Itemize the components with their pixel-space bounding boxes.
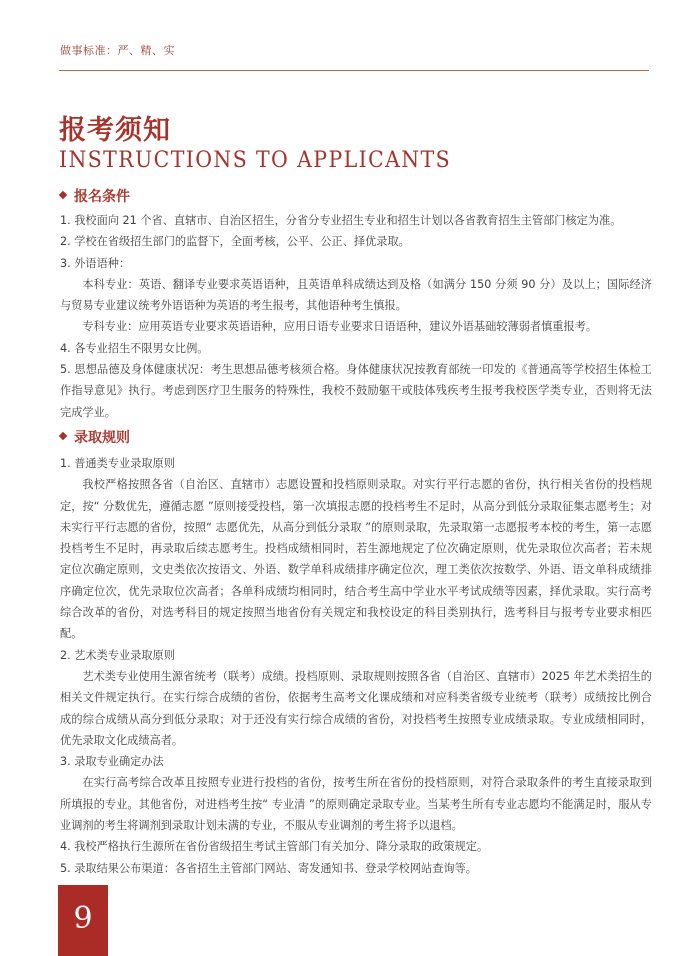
page-number-badge: 9 — [58, 885, 108, 956]
paragraph: 4. 各专业招生不限男女比例。 — [60, 341, 209, 355]
paragraph: 4. 我校严格执行生源所在省份省级招生考试主管部门有关加分、降分录取的政策规定。 — [60, 840, 489, 854]
section-heading-text: 录取规则 — [74, 430, 130, 446]
diamond-bullet-icon — [59, 191, 67, 199]
diamond-bullet-icon — [59, 432, 67, 440]
section-body-admission-rules — [60, 453, 652, 879]
header-motto: 做事标准：严、精、实 — [60, 44, 175, 57]
paragraph: 2. 学校在省级招生部门的监督下，全面考核，公平、公正、择优录取。 — [60, 235, 410, 249]
paragraph: 1. 我校面向 21 个省、直辖市、自治区招生，分省分专业招生专业和招生计划以各省教育招生主管部门核定为准。 — [60, 214, 622, 227]
paragraph: 艺术类专业使用生源省统考（联考）成绩。投档原则、录取规则按照各省（自治区、直辖市）2025 年艺术类招生的相关文件规定执行。在实行综合成绩的省份，依据考生高考文化课成绩和对应科类省级专业统考（联考）成绩按比例合成的综合成绩从高分到低分录取；对于还没有实行综合成绩的省份，对投档考生按照专业成绩录取。专业成绩相同时，优先录取文化成绩高者。 — [60, 669, 652, 747]
page-subtitle-english: INSTRUCTIONS TO APPLICANTS — [59, 148, 452, 173]
section-heading-admission-rules — [60, 427, 130, 447]
paragraph: 本科专业：英语、翻译专业要求英语语种，且英语单科成绩达到及格（如满分 150 分须 90 分）及以上；国际经济与贸易专业建议统考外语语种为英语的考生报考，其他语种考生慎报。 — [60, 277, 652, 313]
section-body-registration — [60, 210, 652, 423]
paragraph: 2. 艺术类专业录取原则 — [60, 648, 175, 662]
paragraph: 专科专业：应用英语专业要求英语语种，应用日语专业要求日语语种，建议外语基础较薄弱者慎重报考。 — [82, 320, 598, 334]
paragraph: 1. 普通类专业录取原则 — [60, 457, 175, 470]
paragraph: 5. 录取结果公布渠道：各省招生主管部门网站、寄发通知书、登录学校网站查询等。 — [60, 861, 477, 875]
header-divider — [59, 70, 649, 71]
paragraph: 在实行高考综合改革且按照专业进行投档的省份，按考生所在省份的投档原则，对符合录取条件的考生直接录取到所填报的专业。其他省份，对进档考生按“ 专业清 ”的原则确定录取专业。当某考生所有专业志愿均不能满足时，服从专业调剂的考生将调剂到录取计划未满的专业，不服从专业调剂的考生将予以退档。 — [60, 776, 652, 833]
paragraph: 3. 录取专业确定办法 — [60, 755, 164, 769]
paragraph: 我校严格按照各省（自治区、直辖市）志愿设置和投档原则录取。对实行平行志愿的省份，执行相关省份的投档规定，按“ 分数优先，遵循志愿 ”原则接受投档，第一次填报志愿的投档考生不足时，从高分到低分录取征集志愿考生；对未实行平行志愿的省份，按照“ 志愿优先，从高分到低分录取 ”的原则录取，先录取第一志愿报考本校的考生，第一志愿投档考生不足时，再录取后续志愿考生。投档成绩相同时，若生源地规定了位次确定原则，优先录取位次高者；若未规定位次确定原则，文史类依次按语文、外语、数学单科成绩排序确定位次，理工类依次按数学、外语、语文单科成绩排序确定位次，优先录取位次高者；各单科成绩均相同时，结合考生高中学业水平考试成绩等因素，择优录取。实行高考综合改革的省份，对选考科目的规定按照当地省份有关规定和我校设定的科目类别执行，选考科目与报考专业要求相匹配。 — [60, 478, 652, 641]
page-title: 报考须知 — [59, 115, 171, 146]
paragraph: 3. 外语语种： — [60, 256, 131, 270]
section-heading-text: 报名条件 — [74, 189, 130, 205]
section-heading-registration — [60, 186, 130, 206]
paragraph: 5. 思想品德及身体健康状况：考生思想品德考核须合格。身体健康状况按教育部统一印发的《普通高等学校招生体检工作指导意见》执行。考虑到医疗卫生服务的特殊性，我校不鼓励躯干或肢体残疾考生报考我校医学类专业，否则将无法完成学业。 — [60, 363, 652, 419]
